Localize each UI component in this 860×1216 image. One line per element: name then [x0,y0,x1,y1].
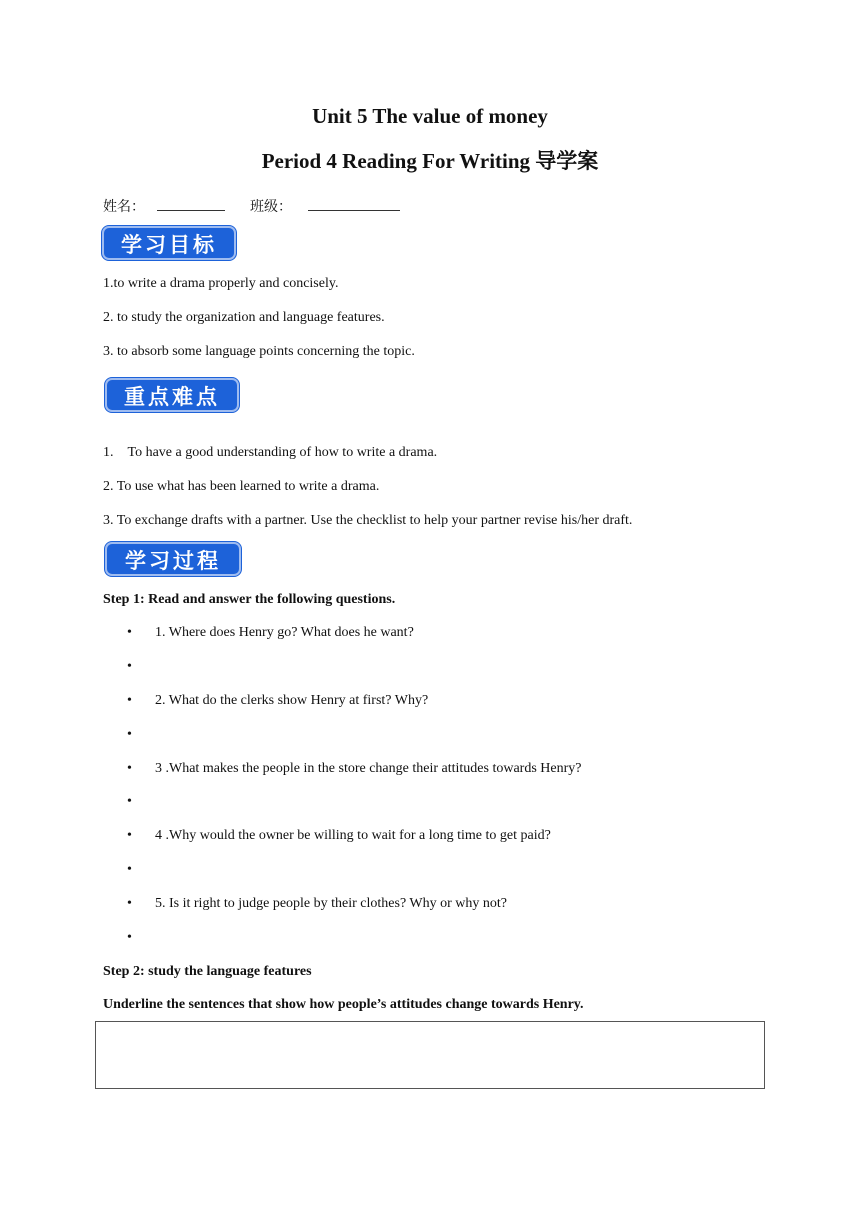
objective-item: 2. to study the organization and language features. [103,310,385,325]
process-badge: 学习过程 [105,542,241,576]
bullet: • [127,625,132,640]
answer-box[interactable] [95,1021,765,1089]
objectives-badge: 学习目标 [102,226,236,260]
bullet: • [127,896,132,911]
step2-heading: Step 2: study the language features [103,964,312,979]
question-item: 5. Is it right to judge people by their clothes? Why or why not? [155,896,508,911]
name-label: 姓名： [103,200,145,215]
bullet: • [127,761,132,776]
objective-item: 1.to write a drama properly and concisely. [103,276,339,291]
question-item: 4 .Why would the owner be willing to wait for a long time to get paid? [155,828,551,843]
page-subtitle: Period 4 Reading For Writing 导学案 [261,149,599,173]
answer-bullet: • [127,930,132,945]
class-label: 班级： [250,200,292,215]
student-info-row [103,196,400,216]
page-title: Unit 5 The value of money [312,104,548,128]
step1-heading: Step 1: Read and answer the following questions. [103,592,396,607]
answer-bullet: • [127,794,132,809]
answer-bullet: • [127,659,132,674]
key-points-badge: 重点难点 [105,378,239,412]
question-item: 1. Where does Henry go? What does he want? [155,625,414,640]
objective-item: 3. to absorb some language points concerning the topic. [103,344,415,359]
key-point-item: 3. To exchange drafts with a partner. Use the checklist to help your partner revise his/her draft. [103,513,633,528]
bullet: • [127,693,132,708]
name-blank[interactable] [157,196,225,211]
bullet: • [127,828,132,843]
step2-instruction: Underline the sentences that show how people’s attitudes change towards Henry. [103,997,584,1012]
key-point-item: 2. To use what has been learned to write a drama. [103,479,380,494]
question-item: 2. What do the clerks show Henry at first? Why? [155,693,429,708]
key-point-item: 1. To have a good understanding of how to write a drama. [103,445,438,460]
answer-bullet: • [127,727,132,742]
question-item: 3 .What makes the people in the store change their attitudes towards Henry? [155,761,582,776]
class-blank[interactable] [308,196,400,211]
answer-bullet: • [127,862,132,877]
